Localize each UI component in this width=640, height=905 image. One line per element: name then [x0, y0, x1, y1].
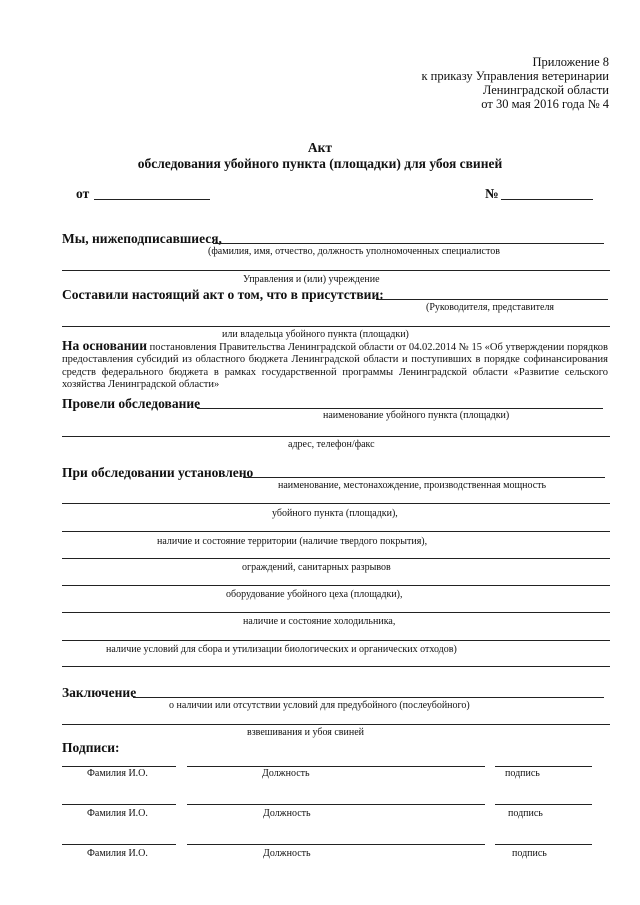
established-hint-7: наличие условий для сбора и утилизации биологических и органических отходов) — [106, 644, 457, 655]
conclusion-hint-2: взвешивания и убоя свиней — [247, 727, 365, 738]
established-hint-5: оборудование убойного цеха (площадки), — [226, 589, 403, 600]
conclusion-hint-1: о наличии или отсутствии условий для предубойного (послеубойного) — [169, 700, 470, 711]
undersigned-hint-1: (фамилия, имя, отчество, должность уполномоченных специалистов — [208, 246, 500, 257]
established-field-2[interactable] — [62, 503, 610, 504]
established-hint-4: ограждений, санитарных разрывов — [242, 562, 391, 573]
document-title: Акт — [307, 140, 333, 155]
signature-position-label-2: Должность — [263, 808, 311, 819]
conclusion-label: Заключение — [62, 685, 137, 700]
undersigned-hint-2: Управления и (или) учреждение — [243, 274, 380, 285]
signature-sign-label-1: подпись — [505, 768, 540, 779]
composed-label: Составили настоящий акт о том, что в присутствии: — [62, 287, 384, 302]
undersigned-field[interactable] — [213, 243, 604, 244]
established-field-8[interactable] — [62, 666, 610, 667]
signature-name-field-3[interactable] — [62, 844, 176, 845]
signature-sign-field-1[interactable] — [495, 766, 592, 767]
undersigned-field-2[interactable] — [62, 270, 610, 271]
conclusion-field-2[interactable] — [62, 724, 610, 725]
established-hint-1: наименование, местонахождение, производственная мощность — [278, 480, 547, 491]
basis-bold: На основании — [62, 338, 147, 353]
composed-field[interactable] — [376, 299, 608, 300]
signature-name-label-2: Фамилия И.О. — [87, 808, 148, 819]
appendix-line-1: Приложение 8 — [532, 55, 609, 69]
signature-name-field-1[interactable] — [62, 766, 176, 767]
date-field[interactable] — [94, 199, 210, 200]
established-field-7[interactable] — [62, 640, 610, 641]
signature-sign-label-2: подпись — [508, 808, 543, 819]
number-field[interactable] — [501, 199, 593, 200]
basis-text: постановления Правительства Ленинградской области от 04.02.2014 № 15 «Об утверждении порядков предоставления субсидий из областного бюджета Ленинградской области и поступивших в порядке софинансирования средств федерального бюджета в рамках государственной программы Ленинградской области «Развитие сельского хозяйства Ленинградской области» — [62, 342, 609, 391]
inspection-field[interactable] — [197, 408, 603, 409]
signature-name-label-1: Фамилия И.О. — [87, 768, 148, 779]
signature-sign-label-3: подпись — [512, 848, 547, 859]
established-hint-6: наличие и состояние холодильника, — [243, 616, 396, 627]
inspection-field-2[interactable] — [62, 436, 610, 437]
signatures-label: Подписи: — [62, 740, 120, 755]
signature-name-field-2[interactable] — [62, 804, 176, 805]
signature-sign-field-2[interactable] — [495, 804, 592, 805]
established-field-4[interactable] — [62, 558, 610, 559]
signature-sign-field-3[interactable] — [495, 844, 592, 845]
inspection-hint-1: наименование убойного пункта (площадки) — [323, 410, 510, 421]
basis-paragraph — [62, 340, 608, 392]
document-subtitle: обследования убойного пункта (площадки) для убоя свиней — [137, 156, 503, 171]
established-field[interactable] — [243, 477, 605, 478]
signature-position-field-1[interactable] — [187, 766, 485, 767]
signature-position-label-3: Должность — [263, 848, 311, 859]
conclusion-field[interactable] — [133, 697, 604, 698]
signature-position-field-3[interactable] — [187, 844, 485, 845]
established-field-5[interactable] — [62, 585, 610, 586]
signature-position-field-2[interactable] — [187, 804, 485, 805]
established-field-3[interactable] — [62, 531, 610, 532]
date-label: от — [76, 186, 90, 201]
appendix-line-4: от 30 мая 2016 года № 4 — [481, 97, 609, 111]
established-field-6[interactable] — [62, 612, 610, 613]
established-label: При обследовании установлено — [62, 465, 254, 480]
appendix-line-2: к приказу Управления ветеринарии — [421, 69, 609, 83]
established-hint-2: убойного пункта (площадки), — [272, 508, 398, 519]
composed-hint-2: или владельца убойного пункта (площадки) — [222, 329, 409, 340]
signature-position-label-1: Должность — [262, 768, 310, 779]
composed-hint-1: (Руководителя, представителя — [426, 302, 555, 313]
undersigned-label: Мы, нижеподписавшиеся, — [62, 231, 222, 246]
inspection-hint-2: адрес, телефон/факс — [288, 439, 375, 450]
number-label: № — [485, 186, 499, 201]
composed-field-2[interactable] — [62, 326, 610, 327]
appendix-line-3: Ленинградской области — [482, 83, 609, 97]
established-hint-3: наличие и состояние территории (наличие твердого покрытия), — [157, 536, 428, 547]
inspection-label: Провели обследование — [62, 396, 201, 411]
signature-name-label-3: Фамилия И.О. — [87, 848, 148, 859]
